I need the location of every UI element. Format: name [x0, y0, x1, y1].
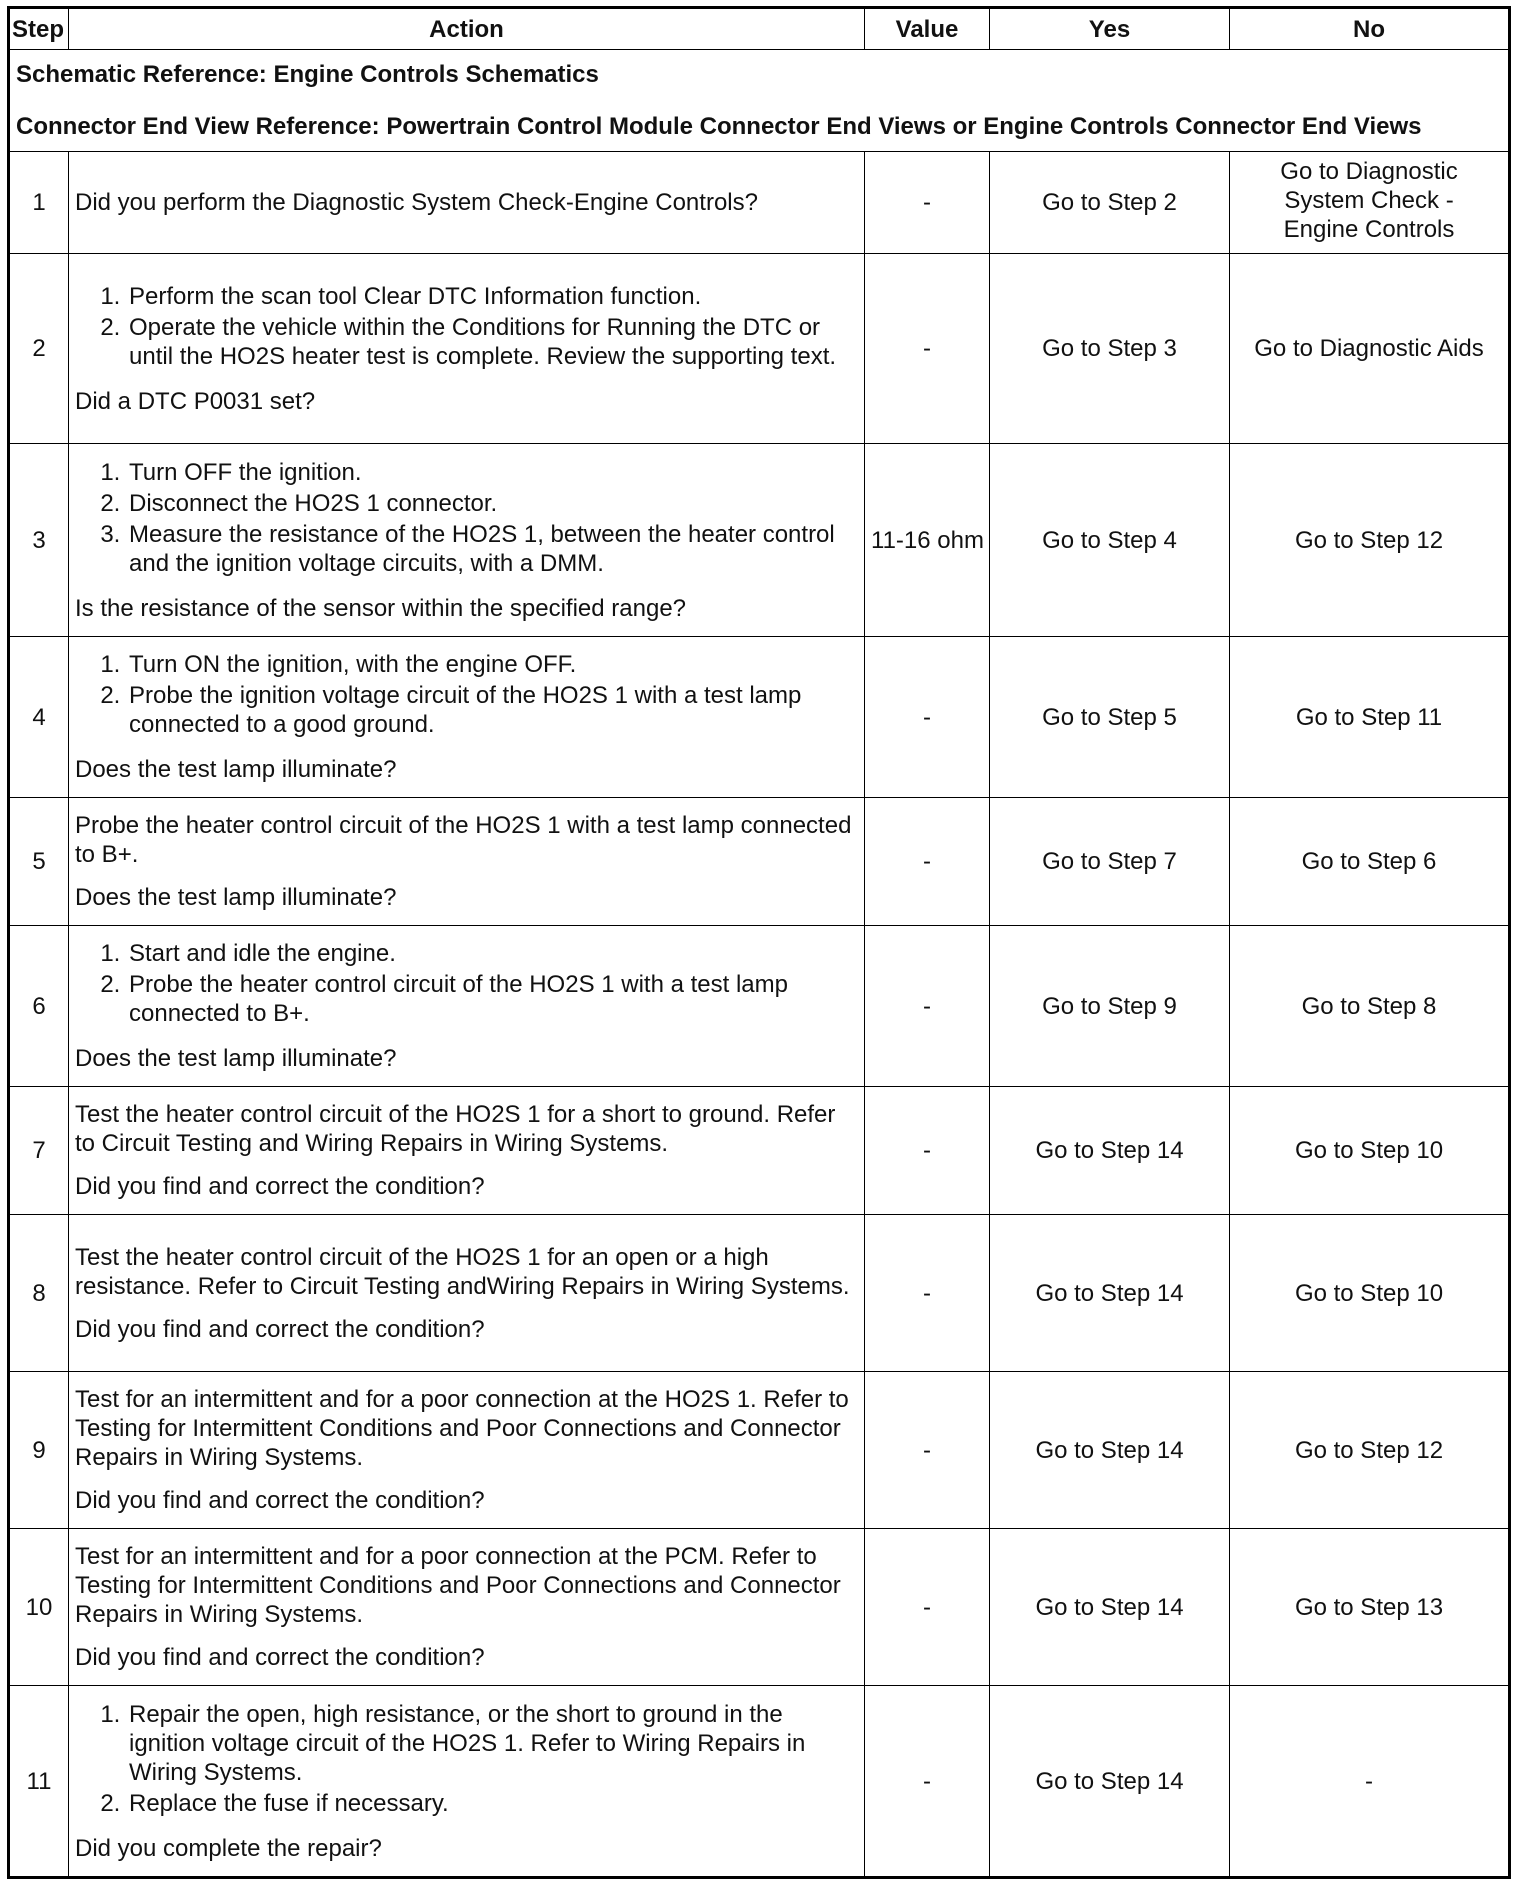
step-row: [9, 1529, 1510, 1686]
action-question: Does the test lamp illuminate?: [75, 1045, 397, 1072]
value-cell: -: [865, 637, 990, 798]
step-number: 4: [9, 637, 69, 798]
no-cell: Go to Step 8: [1230, 926, 1510, 1087]
action-question: Did you find and correct the condition?: [75, 1487, 485, 1514]
value-cell: -: [865, 152, 990, 254]
value-cell: -: [865, 254, 990, 444]
no-cell: Go to Step 10: [1230, 1087, 1510, 1215]
step-number: 10: [9, 1529, 69, 1686]
header-no: No: [1230, 8, 1510, 50]
header-row: [9, 8, 1510, 50]
no-cell: Go to Step 13: [1230, 1529, 1510, 1686]
action-question: Does the test lamp illuminate?: [75, 884, 397, 911]
action-list: [75, 282, 858, 371]
step-number: 6: [9, 926, 69, 1087]
step-row: [9, 926, 1510, 1087]
value-cell: 11-16 ohm: [865, 444, 990, 637]
reference-cell: [9, 50, 1510, 152]
step-row: [9, 1372, 1510, 1529]
no-cell: Go to Step 12: [1230, 1372, 1510, 1529]
value-cell: -: [865, 1686, 990, 1878]
action-text: Test the heater control circuit of the HO2S 1 for an open or a high resistance. Refer to Circuit Testing andWiring Repairs in Wiring Systems.: [75, 1243, 850, 1300]
value-cell: -: [865, 1087, 990, 1215]
action-list-item: 1. Repair the open, high resistance, or the short to ground in the ignition voltage circuit of the HO2S 1. Refer to Wiring Repairs in Wiring Systems.: [127, 1700, 858, 1787]
step-row: [9, 798, 1510, 926]
yes-cell: Go to Step 5: [990, 637, 1230, 798]
action-list-item: 1. Perform the scan tool Clear DTC Information function.: [127, 282, 858, 311]
action-text: Test the heater control circuit of the HO2S 1 for a short to ground. Refer to Circuit Testing and Wiring Repairs in Wiring Systems.: [75, 1101, 836, 1157]
action-list-item: 1. Start and idle the engine.: [127, 939, 858, 968]
action-question: Is the resistance of the sensor within the specified range?: [75, 594, 687, 622]
action-list-item: 1. Turn OFF the ignition.: [127, 458, 858, 487]
step-row: [9, 444, 1510, 637]
yes-cell: Go to Step 14: [990, 1529, 1230, 1686]
action-question: Did you find and correct the condition?: [75, 1173, 485, 1200]
yes-cell: Go to Step 14: [990, 1215, 1230, 1372]
action-cell: [69, 1372, 865, 1529]
value-cell: -: [865, 798, 990, 926]
step-number: 2: [9, 254, 69, 444]
action-question: Did you find and correct the condition?: [75, 1315, 485, 1343]
step-number: 8: [9, 1215, 69, 1372]
no-line: Go to Diagnostic: [1280, 158, 1458, 185]
action-question: Did you find and correct the condition?: [75, 1644, 485, 1671]
action-list: [75, 939, 858, 1028]
no-cell: Go to Step 10: [1230, 1215, 1510, 1372]
header-step: Step: [9, 8, 69, 50]
value-cell: -: [865, 1372, 990, 1529]
action-text: Test for an intermittent and for a poor connection at the HO2S 1. Refer to Testing for Intermittent Conditions and Poor Connections and Connector Repairs in Wiring Systems.: [75, 1386, 849, 1471]
action-list: [75, 1700, 858, 1818]
step-row: [9, 254, 1510, 444]
action-cell: [69, 444, 865, 637]
yes-cell: Go to Step 4: [990, 444, 1230, 637]
yes-cell: Go to Step 7: [990, 798, 1230, 926]
action-list-item: 2. Replace the fuse if necessary.: [127, 1789, 858, 1818]
yes-cell: Go to Step 3: [990, 254, 1230, 444]
action-cell: [69, 1686, 865, 1878]
action-cell: [69, 1087, 865, 1215]
step-number: 9: [9, 1372, 69, 1529]
yes-cell: Go to Step 2: [990, 152, 1230, 254]
action-list: [75, 650, 858, 739]
action-list-item: 2. Probe the ignition voltage circuit of the HO2S 1 with a test lamp connected to a good ground.: [127, 681, 858, 739]
value-cell: -: [865, 926, 990, 1087]
action-cell: [69, 926, 865, 1087]
action-text: Test for an intermittent and for a poor connection at the PCM. Refer to Testing for Intermittent Conditions and Poor Connections and Connector Repairs in Wiring Systems.: [75, 1543, 841, 1628]
header-value: Value: [865, 8, 990, 50]
action-list-item: 3. Measure the resistance of the HO2S 1, between the heater control and the ignition voltage circuits, with a DMM.: [127, 520, 858, 578]
action-cell: [69, 637, 865, 798]
action-question: Does the test lamp illuminate?: [75, 756, 397, 783]
step-row: [9, 1087, 1510, 1215]
step-row: [9, 637, 1510, 798]
action-cell: [69, 1215, 865, 1372]
value-cell: -: [865, 1529, 990, 1686]
action-cell: [69, 254, 865, 444]
header-action: Action: [69, 8, 865, 50]
no-cell: Go to Diagnostic Aids: [1230, 254, 1510, 444]
no-cell: -: [1230, 1686, 1510, 1878]
action-text: Probe the heater control circuit of the HO2S 1 with a test lamp connected to B+.: [75, 812, 852, 868]
yes-cell: Go to Step 14: [990, 1087, 1230, 1215]
no-cell: [1230, 152, 1510, 254]
action-list-item: 1. Turn ON the ignition, with the engine OFF.: [127, 650, 858, 679]
step-number: 3: [9, 444, 69, 637]
action-text: Did you perform the Diagnostic System Check-Engine Controls?: [75, 189, 758, 216]
action-question: Did a DTC P0031 set?: [75, 387, 316, 415]
action-question: Did you complete the repair?: [75, 1834, 382, 1862]
diagnostic-table: [7, 6, 1511, 1879]
reference-row: [9, 50, 1510, 152]
no-line: System Check -: [1284, 187, 1454, 214]
step-number: 5: [9, 798, 69, 926]
schematic-reference: Schematic Reference: Engine Controls Schematics: [16, 61, 599, 88]
step-row: [9, 1686, 1510, 1878]
no-cell: Go to Step 12: [1230, 444, 1510, 637]
action-cell: [69, 152, 865, 254]
no-cell: Go to Step 11: [1230, 637, 1510, 798]
step-number: 1: [9, 152, 69, 254]
yes-cell: Go to Step 14: [990, 1372, 1230, 1529]
value-cell: -: [865, 1215, 990, 1372]
action-list-item: 2. Probe the heater control circuit of the HO2S 1 with a test lamp connected to B+.: [127, 970, 858, 1028]
action-list-item: 2. Disconnect the HO2S 1 connector.: [127, 489, 858, 518]
yes-cell: Go to Step 9: [990, 926, 1230, 1087]
step-row: [9, 152, 1510, 254]
header-yes: Yes: [990, 8, 1230, 50]
no-cell: Go to Step 6: [1230, 798, 1510, 926]
action-list-item: 2. Operate the vehicle within the Conditions for Running the DTC or until the HO2S heater test is complete. Review the supporting text.: [127, 313, 858, 371]
yes-cell: Go to Step 14: [990, 1686, 1230, 1878]
no-line: Engine Controls: [1283, 216, 1455, 243]
action-list: [75, 458, 858, 578]
step-row: [9, 1215, 1510, 1372]
connector-reference: Connector End View Reference: Powertrain Control Module Connector End Views or Engine Controls Connector End Views: [16, 113, 1422, 140]
step-number: 11: [9, 1686, 69, 1878]
step-number: 7: [9, 1087, 69, 1215]
action-cell: [69, 1529, 865, 1686]
action-cell: [69, 798, 865, 926]
